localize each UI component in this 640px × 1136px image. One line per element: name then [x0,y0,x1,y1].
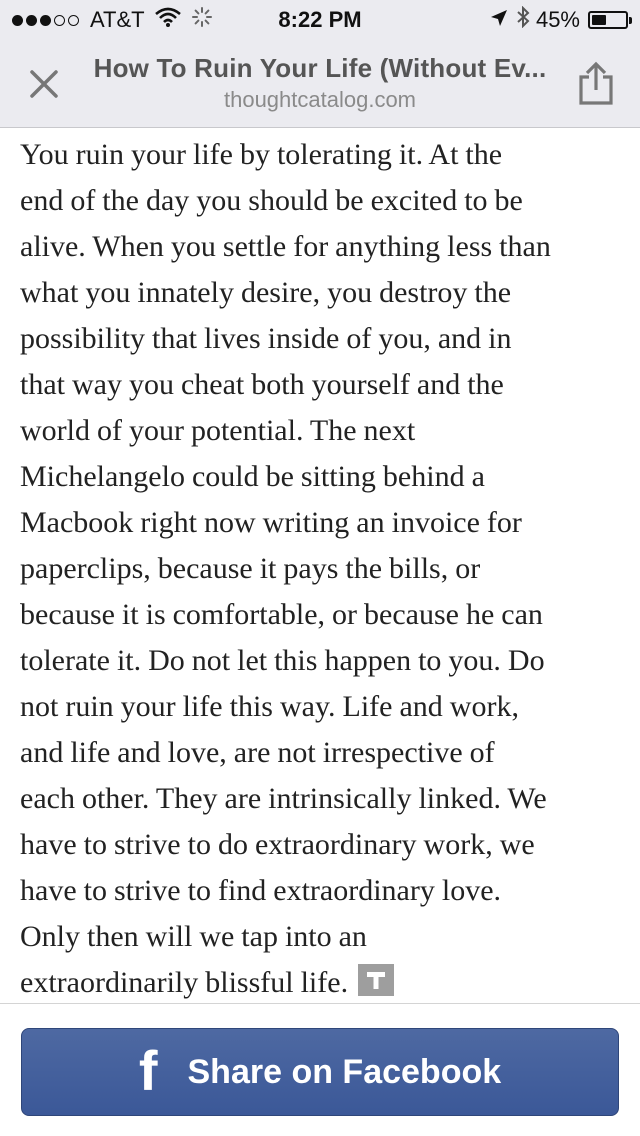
close-icon [24,64,64,104]
battery-icon [588,11,628,29]
share-on-facebook-button[interactable] [21,1028,619,1116]
article-line: have to strive to do extraordinary work, we [20,828,535,861]
article-line: extraordinarily blissful life. [20,960,632,1006]
page-domain: thoughtcatalog.com [223,87,417,112]
share-button[interactable] [576,60,616,106]
article-body [20,132,632,1006]
article-line: Only then will we tap into an [20,920,367,953]
bluetooth-icon [516,6,530,34]
page-title: How To Ruin Your Life (Without Ev... [93,53,547,83]
status-time: 8:22 PM [278,7,362,32]
facebook-icon: f [138,1038,158,1102]
article-line: world of your potential. The next [20,414,416,447]
article-line: tolerate it. Do not let this happen to you. Do [20,644,545,677]
article-line: because it is comfortable, or because he can [20,598,543,631]
battery-percent: 45% [535,7,580,32]
article-line: alive. When you settle for anything less than [20,230,551,263]
browser-header [0,40,640,128]
battery-fill [592,15,606,25]
divider [0,1003,640,1004]
thought-catalog-logo-icon [358,964,394,996]
status-right [490,7,628,33]
article-line: what you innately desire, you destroy the [20,276,512,309]
article-line: and life and love, are not irrespective of [20,736,495,769]
article-line: You ruin your life by tolerating it. At the [20,138,503,171]
article-line: possibility that lives inside of you, and in [20,322,512,355]
carrier-name: AT&T [90,7,145,32]
share-on-facebook-label: Share on Facebook [187,1052,502,1091]
article-line: that way you cheat both yourself and the [20,368,504,401]
share-icon [576,60,616,106]
close-button[interactable] [24,64,64,104]
article-line: not ruin your life this way. Life and work, [20,690,519,723]
status-bar [0,0,640,40]
article-line: end of the day you should be excited to be [20,184,523,217]
article-line: have to strive to find extraordinary love. [20,874,502,907]
article-line: paperclips, because it pays the bills, or [20,552,481,585]
article-line: Macbook right now writing an invoice for [20,506,522,539]
article-line: Michelangelo could be sitting behind a [20,460,485,493]
battery-tip [629,17,632,24]
article-line: each other. They are intrinsically linked. We [20,782,547,815]
location-arrow-icon [490,7,508,33]
